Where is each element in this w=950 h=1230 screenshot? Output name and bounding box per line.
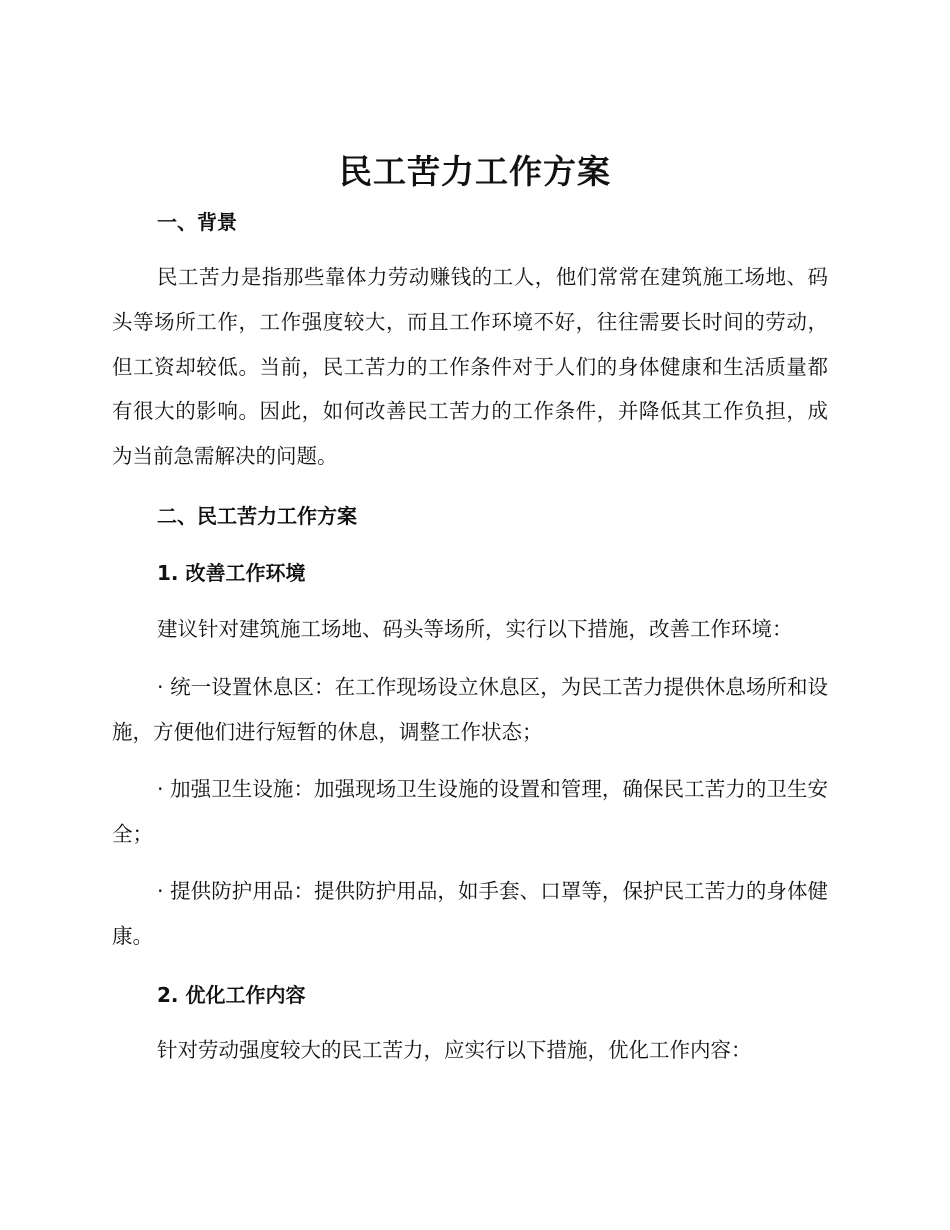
bullet-protective-gear: · 提供防护用品：提供防护用品，如手套、口罩等，保护民工苦力的身体健康。 [112,879,828,948]
environment-intro-paragraph: 建议针对建筑施工场地、码头等场所，实行以下措施，改善工作环境： [157,617,793,641]
document-title: 民工苦力工作方案 [339,152,611,191]
subsection-heading-environment: 1. 改善工作环境 [157,561,306,585]
work-content-intro-paragraph: 针对劳动强度较大的民工苦力，应实行以下措施，优化工作内容： [157,1038,752,1062]
bullet-sanitation: · 加强卫生设施：加强现场卫生设施的设置和管理，确保民工苦力的卫生安全； [112,777,828,846]
background-paragraph: 民工苦力是指那些靠体力劳动赚钱的工人，他们常常在建筑施工场地、码头等场所工作，工作强度较大，而且工作环境不好，往往需要长时间的劳动，但工资却较低。当前，民工苦力的工作条件对于人们的身体健康和生活质量都有很大的影响。因此，如何改善民工苦力的工作条件，并降低其工作负担，成为当前急需解决的问题。 [112,265,828,469]
bullet-rest-area: · 统一设置休息区：在工作现场设立休息区，为民工苦力提供休息场所和设施，方便他们进行短暂的休息，调整工作状态； [112,675,828,744]
section-heading-plan: 二、民工苦力工作方案 [157,504,357,528]
subsection-heading-work-content: 2. 优化工作内容 [157,983,306,1007]
section-heading-background: 一、背景 [157,210,237,234]
